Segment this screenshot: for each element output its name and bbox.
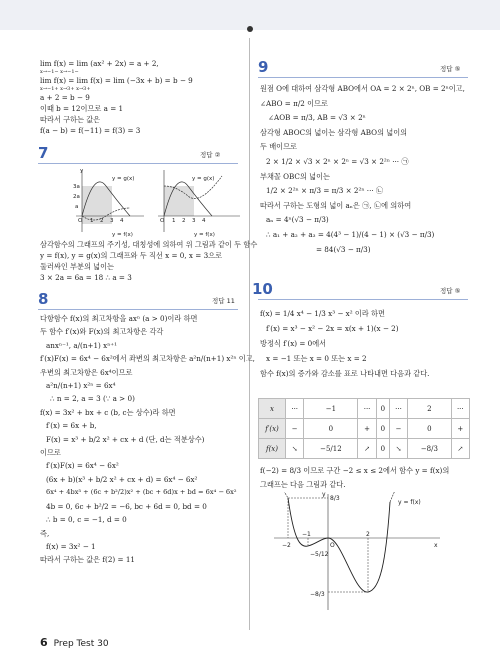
text-line: f(x) = 1/4 x⁴ − 1/3 x³ − x² 이라 하면 <box>260 309 385 318</box>
problem10-graph <box>272 492 442 612</box>
f-label: y = f(x) <box>398 499 421 506</box>
section-rule <box>258 299 468 300</box>
table-cell: x <box>259 399 286 419</box>
text-line: (6x + b)(x³ + b/2 x² + cx + d) = 6x⁴ − 6x² <box>46 474 198 484</box>
x-tick: 3 <box>110 218 114 224</box>
prev-solution <box>40 58 193 136</box>
x-axis-label: x <box>434 542 438 549</box>
f-label: y = f(x) <box>194 232 215 238</box>
text-line: 방정식 f′(x) = 0에서 <box>260 339 327 348</box>
text-line: 이므로 <box>40 448 61 458</box>
x-tick: O <box>330 542 335 549</box>
problem10-after <box>260 464 449 492</box>
x-tick: −1 <box>302 531 311 538</box>
text-line: 삼각형 ABOC의 넓이는 삼각형 ABO의 넓이의 <box>260 127 408 137</box>
text-line: f(−2) = 8/3 이므로 구간 −2 ≤ x ≤ 2에서 함수 y = f(x)의 <box>260 466 450 475</box>
y-axis-label: y <box>322 492 326 498</box>
table-cell: ↘ <box>286 439 304 459</box>
text-line: 우변의 최고차항은 6x⁴이므로 <box>40 367 133 377</box>
book-title: Prep Test 30 <box>53 639 109 649</box>
text-line: 삼각함수의 그래프의 주기성, 대칭성에 의하여 위 그림과 같이 두 함수 <box>40 240 258 249</box>
table-cell: 0 <box>376 439 389 459</box>
problem-number: 7 <box>38 144 49 162</box>
section-rule <box>38 309 238 310</box>
text-line: ∴ a₁ + a₂ + a₃ = 4(4³ − 1)/(4 − 1) × (√3 − π/3) <box>266 229 435 239</box>
x-tick: −2 <box>282 542 291 549</box>
text-line: anxⁿ⁻¹, a/(n+1) xⁿ⁺¹ <box>46 340 117 350</box>
text-line: f′(x)F(x) = 6x⁴ − 6x²에서 좌변의 최고차항은 a²n/(n+1) x²ⁿ 이고, <box>40 354 255 364</box>
text-line: 따라서 구하는 값은 <box>40 115 101 124</box>
section-rule <box>258 77 468 78</box>
text-line: 4b = 0, 6c + b²/2 = −6, bc + 6d = 0, bd = 0 <box>46 501 207 511</box>
text-line: lim f(x) = lim f(x) = lim (−3x + b) = b − 9 <box>40 76 193 85</box>
text-line: f(a − b) = f(−11) = f(3) = 3 <box>40 126 141 135</box>
value-label: −5/12 <box>310 551 329 558</box>
table-cell: −1 <box>304 399 358 419</box>
x-tick: 1 <box>172 218 176 224</box>
x-tick: 2 <box>182 218 186 224</box>
f-curve <box>288 498 390 592</box>
text-line: y = f(x), y = g(x)의 그래프와 두 직선 x = 0, x = 3으로 <box>40 251 223 260</box>
value-label: 8/3 <box>330 495 340 502</box>
top-band <box>0 0 500 30</box>
table-cell: f(x) <box>259 439 286 459</box>
table-row <box>259 399 470 419</box>
problem7-graphs <box>72 166 242 238</box>
problem-number: 10 <box>252 280 273 298</box>
page-footer <box>40 636 109 649</box>
x-tick: 4 <box>202 218 206 224</box>
text-line: f′(x) = 6x + b, <box>46 421 97 431</box>
x-tick: O <box>78 218 83 224</box>
table-cell: + <box>358 419 376 439</box>
table-cell: ··· <box>286 399 304 419</box>
table-row <box>259 439 470 459</box>
text-line: aₙ = 4ⁿ(√3 − π/3) <box>266 215 329 225</box>
g-label: y = g(x) <box>112 176 135 182</box>
x-tick: 2 <box>100 218 104 224</box>
y-axis-label: y <box>80 168 84 174</box>
text-line: ∴ b = 0, c = −1, d = 0 <box>46 515 127 525</box>
x-tick: 2 <box>366 531 370 538</box>
problem-number: 9 <box>258 58 269 76</box>
value-label: −8/3 <box>310 591 325 598</box>
text-line: x→−1+ x→3+ x→3+ <box>40 86 91 92</box>
table-cell: ↗ <box>451 439 469 459</box>
table-cell: + <box>451 419 469 439</box>
text-line: f′(x)F(x) = 6x⁴ − 6x² <box>46 461 119 471</box>
text-line: 1/2 × 2²ⁿ × π/3 = π/3 × 2²ⁿ ··· ㉡ <box>266 186 384 196</box>
increase-decrease-table <box>258 398 470 459</box>
text-line: ∠AOB = π/3, AB = √3 × 2ⁿ <box>268 113 366 123</box>
text-line: f(x) = 3x² − 1 <box>46 541 96 551</box>
table-cell: 0 <box>304 419 358 439</box>
problem7-solution <box>40 239 257 283</box>
table-cell: ··· <box>389 399 407 419</box>
text-line: a²n/(n+1) x²ⁿ = 6x⁴ <box>46 381 116 391</box>
text-line: lim f(x) = lim (ax² + 2x) = a + 2, <box>40 59 159 68</box>
table-cell: − <box>389 419 407 439</box>
text-line: 두 함수 f′(x)와 F(x)의 최고차항은 각각 <box>40 327 164 337</box>
table-cell: ↗ <box>358 439 376 459</box>
text-line: = 84(√3 − π/3) <box>316 244 371 254</box>
table-cell: 0 <box>408 419 451 439</box>
answer-label: 정답 ⑤ <box>440 287 461 295</box>
text-line: f′(x) = x³ − x² − 2x = x(x + 1)(x − 2) <box>266 324 399 333</box>
center-dot <box>247 26 253 32</box>
text-line: 부채꼴 OBC의 넓이는 <box>260 171 330 181</box>
text-line: 다항함수 f(x)의 최고차항을 axⁿ (a > 0)이라 하면 <box>40 314 198 323</box>
text-line: 둘러싸인 부분의 넓이는 <box>40 262 115 271</box>
x-tick: 4 <box>120 218 124 224</box>
text-line: 이때 b = 12이므로 a = 1 <box>40 104 124 113</box>
x-tick: 1 <box>90 218 94 224</box>
problem8-solution <box>40 312 255 567</box>
answer-label: 정답 11 <box>212 297 235 305</box>
text-line: F(x) = x³ + b/2 x² + cx + d (단, d는 적분상수) <box>46 434 205 444</box>
page-number: 6 <box>40 636 48 649</box>
text-line: 3 × 2a = 6a = 18 ∴ a = 3 <box>40 273 132 282</box>
text-line: ∴ n = 2, a = 3 (∵ a > 0) <box>50 394 135 404</box>
table-cell: f′(x) <box>259 419 286 439</box>
text-line: x→−1− x→−1− <box>40 69 79 75</box>
table-cell: 0 <box>376 399 389 419</box>
answer-label: 정답 ② <box>200 151 221 159</box>
text-line: 즉, <box>40 528 50 538</box>
text-line: 따라서 구하는 도형의 넓이 aₙ은 ㉠, ㉡에 의하여 <box>260 200 412 210</box>
text-line: 함수 f(x)의 증가와 감소를 표로 나타내면 다음과 같다. <box>260 369 430 378</box>
problem9-solution <box>260 82 465 257</box>
y-tick: a <box>75 204 79 210</box>
table-cell: ··· <box>451 399 469 419</box>
table-cell: −8/3 <box>408 439 451 459</box>
x-tick: O <box>160 218 165 224</box>
table-cell: −5/12 <box>304 439 358 459</box>
text-line: x = −1 또는 x = 0 또는 x = 2 <box>266 354 367 363</box>
problem-number: 8 <box>38 290 49 308</box>
y-tick: 2a <box>73 194 80 200</box>
text-line: 원점 O에 대하여 삼각형 ABO에서 OA = 2 × 2ⁿ, OB = 2ⁿ이고, <box>260 84 465 93</box>
text-line: 6x⁴ + 4bx³ + (6c + b²/2)x² + (bc + 6d)x + bd = 6x⁴ − 6x² <box>46 488 237 497</box>
text-line: a + 2 = b − 9 <box>40 93 90 102</box>
table-cell: 2 <box>408 399 451 419</box>
g-label: y = g(x) <box>192 176 215 182</box>
table-cell: 0 <box>376 419 389 439</box>
answer-label: 정답 ⑤ <box>440 65 461 73</box>
table-cell: ↘ <box>389 439 407 459</box>
text-line: 따라서 구하는 값은 f(2) = 11 <box>40 555 135 565</box>
table-cell: ··· <box>358 399 376 419</box>
text-line: 2 × 1/2 × √3 × 2ⁿ × 2ⁿ = √3 × 2²ⁿ ··· ㉠ <box>266 156 409 166</box>
text-line: 그래프는 다음 그림과 같다. <box>260 480 346 489</box>
x-tick: 3 <box>192 218 196 224</box>
table-cell: − <box>286 419 304 439</box>
text-line: ∠ABO = π/2 이므로 <box>260 98 328 108</box>
text-line: f(x) = 3x² + bx + c (b, c는 상수)라 하면 <box>40 407 176 417</box>
y-tick: 3a <box>73 184 80 190</box>
table-row <box>259 419 470 439</box>
section-rule <box>38 163 238 164</box>
text-line: 두 배이므로 <box>260 142 298 152</box>
problem10-solution <box>260 306 429 381</box>
f-label: y = f(x) <box>112 232 133 238</box>
